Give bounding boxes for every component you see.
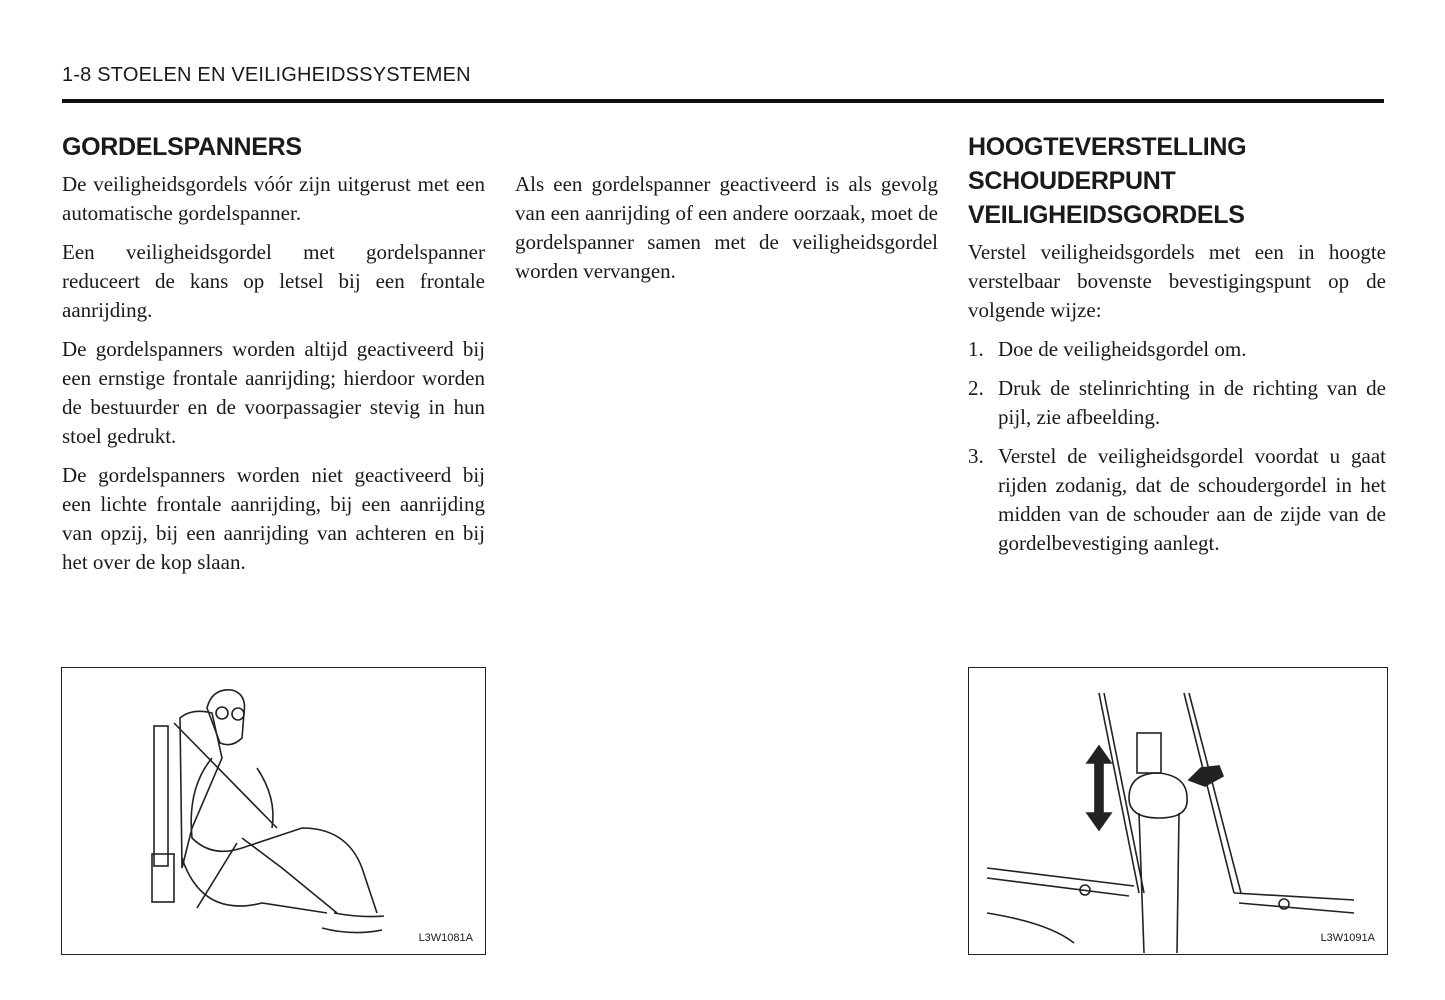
column-height-adjustment [968, 130, 1386, 568]
column-gordelspanners [62, 130, 485, 587]
heading-line: HOOGTEVERSTELLING [968, 133, 1247, 161]
intro-paragraph: Verstel veiligheidsgordels met een in hoogte verstelbaar bovenste bevestigingspunt op de volgende wijze: [968, 240, 1386, 322]
step-number: 3. [968, 444, 984, 468]
step-text: Druk de stelinrichting in de richting van de pijl, zie afbeelding. [998, 376, 1386, 429]
figure-code: L3W1081A [418, 932, 473, 944]
step-item [968, 335, 1386, 364]
heading-line: SCHOUDERPUNT [968, 167, 1176, 195]
steps-list [968, 335, 1386, 558]
paragraph: Als een gordelspanner geactiveerd is als gevolg van een aanrijding of een andere oorzaak, moet de gordelspanner samen met de veiligheidsgordel worden vervangen. [515, 172, 938, 283]
paragraph: De veiligheidsgordels vóór zijn uitgerust met een automatische gordelspanner. [62, 172, 485, 225]
shoulder-anchor-illustration [969, 668, 1387, 954]
header-rule [62, 99, 1384, 103]
figure-seated-person-seatbelt [61, 667, 486, 955]
step-item [968, 374, 1386, 432]
seated-person-illustration [62, 668, 485, 954]
figure-code: L3W1091A [1320, 932, 1375, 944]
step-text: Doe de veiligheidsgordel om. [998, 337, 1247, 361]
step-number: 2. [968, 376, 984, 400]
step-item [968, 442, 1386, 558]
step-number: 1. [968, 337, 984, 361]
section-heading: GORDELSPANNERS [62, 133, 302, 161]
page-header: 1-8 STOELEN EN VEILIGHEIDSSYSTEMEN [62, 64, 471, 86]
paragraph: De gordelspanners worden altijd geactiveerd bij een ernstige frontale aanrijding; hierdoor worden de bestuurder en de voorpassagier stevig in hun stoel gedrukt. [62, 337, 485, 448]
section-heading [968, 130, 1386, 232]
heading-line: VEILIGHEIDSGORDELS [968, 201, 1245, 229]
paragraph: Een veiligheidsgordel met gordelspanner reduceert de kans op letsel bij een frontale aanrijding. [62, 240, 485, 322]
step-text: Verstel de veiligheidsgordel voordat u gaat rijden zodanig, dat de schoudergordel in het midden van de schouder aan de zijde van de gordelbevestiging aanlegt. [998, 444, 1386, 555]
figure-shoulder-anchor-adjustment [968, 667, 1388, 955]
column-replacement [515, 170, 938, 296]
paragraph: De gordelspanners worden niet geactiveerd bij een lichte frontale aanrijding, bij een aanrijding van opzij, bij een aanrijding van achteren en bij het over de kop slaan. [62, 463, 485, 574]
